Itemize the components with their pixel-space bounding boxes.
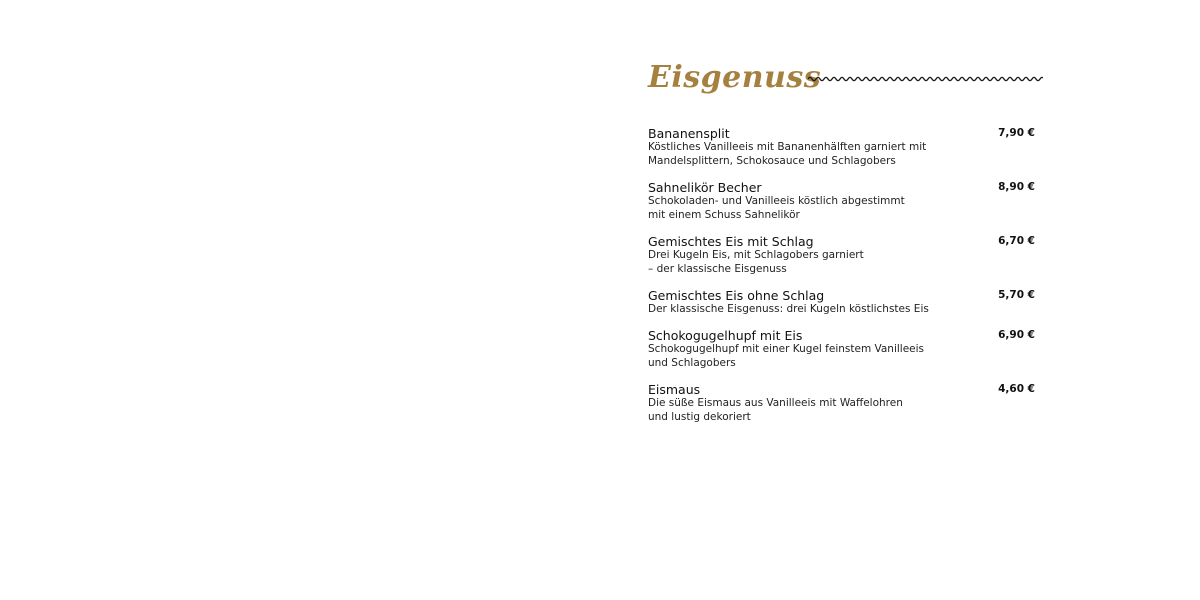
wavy-divider xyxy=(808,73,1043,85)
item-price: 6,90 € xyxy=(998,329,1035,341)
item-price: 4,60 € xyxy=(998,383,1035,395)
item-price: 7,90 € xyxy=(998,127,1035,139)
item-name: Gemischtes Eis mit Schlag xyxy=(648,234,814,249)
menu-item-eismaus xyxy=(648,382,1038,424)
menu-item-gemischtes-eis-mit-schlag xyxy=(648,234,1038,276)
item-name: Schokogugelhupf mit Eis xyxy=(648,328,803,343)
menu-item-gemischtes-eis-ohne-schlag xyxy=(648,288,1038,317)
item-description: Die süße Eismaus aus Vanilleeis mit Waffelohren und lustig dekoriert xyxy=(648,397,903,423)
item-price: 5,70 € xyxy=(998,289,1035,301)
item-name: Sahnelikör Becher xyxy=(648,180,762,195)
item-name: Eismaus xyxy=(648,382,701,397)
menu-item-bananensplit xyxy=(648,126,1038,168)
menu-item-schokogugelhupf-mit-eis xyxy=(648,328,1038,370)
item-price: 6,70 € xyxy=(998,235,1035,247)
section-title: Eisgenuss xyxy=(648,60,822,95)
item-price: 8,90 € xyxy=(998,181,1035,193)
item-description: Köstliches Vanilleeis mit Bananenhälften garniert mit Mandelsplittern, Schokosauce und Schlagobers xyxy=(648,141,927,167)
item-description: Drei Kugeln Eis, mit Schlagobers garniert – der klassische Eisgenuss xyxy=(648,249,864,275)
item-description: Schokoladen- und Vanilleeis köstlich abgestimmt mit einem Schuss Sahnelikör xyxy=(648,195,905,221)
menu-item-sahnelikoer-becher xyxy=(648,180,1038,222)
item-name: Gemischtes Eis ohne Schlag xyxy=(648,288,825,303)
item-name: Bananensplit xyxy=(648,126,730,141)
item-description: Der klassische Eisgenuss: drei Kugeln köstlichstes Eis xyxy=(648,303,929,315)
section-header xyxy=(648,58,1043,98)
item-description: Schokogugelhupf mit einer Kugel feinstem Vanilleeis und Schlagobers xyxy=(648,343,925,369)
